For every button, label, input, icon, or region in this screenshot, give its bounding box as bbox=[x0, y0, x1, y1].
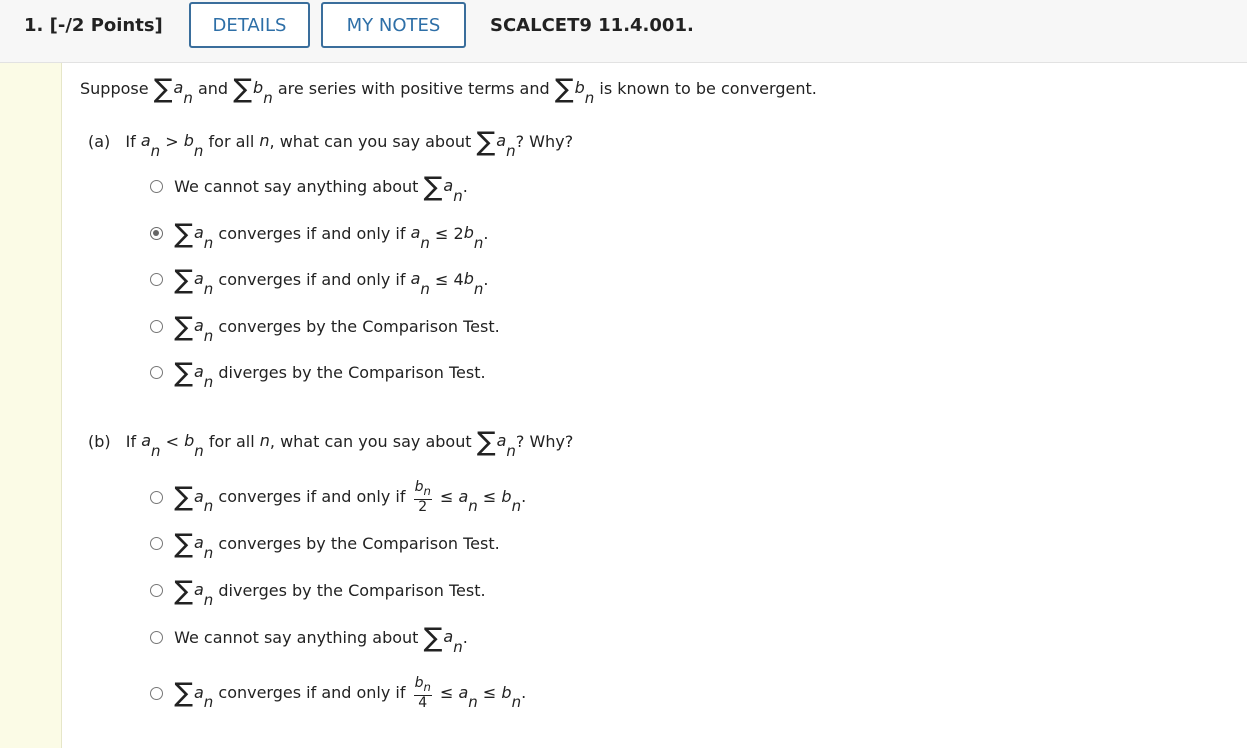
math-text: (a) bbox=[88, 131, 111, 151]
sigma-symbol: ∑ bbox=[423, 170, 443, 202]
math-text: 2 bbox=[418, 498, 428, 515]
part-a-question bbox=[88, 125, 574, 160]
math-text: converges if and only if bbox=[218, 269, 406, 289]
math-text: a bbox=[410, 269, 421, 288]
math-text: . bbox=[521, 683, 527, 703]
math-text: b bbox=[463, 223, 474, 242]
sigma-symbol: ∑ bbox=[153, 72, 173, 104]
radio-button[interactable] bbox=[150, 320, 163, 333]
math-text: and bbox=[197, 78, 229, 98]
part-a-option-3[interactable] bbox=[150, 263, 489, 298]
math-text: b bbox=[463, 269, 474, 288]
math-text: n bbox=[203, 693, 214, 712]
math-text: n bbox=[203, 590, 214, 609]
math-text: > bbox=[165, 131, 179, 151]
radio-button-selected[interactable] bbox=[150, 227, 163, 240]
my-notes-button[interactable]: MY NOTES bbox=[321, 2, 466, 48]
math-text: n bbox=[453, 186, 463, 205]
math-text: a bbox=[141, 431, 151, 450]
math-text: a bbox=[193, 580, 204, 599]
math-text: a bbox=[173, 78, 184, 97]
math-text: ≤ 4 bbox=[435, 269, 464, 289]
details-button[interactable]: DETAILS bbox=[189, 2, 310, 48]
sigma-symbol: ∑ bbox=[423, 621, 443, 653]
math-text: n bbox=[150, 141, 161, 160]
math-text: n bbox=[203, 326, 214, 345]
math-text: We cannot say anything about bbox=[174, 627, 419, 647]
math-text: b bbox=[183, 131, 194, 150]
math-text: converges by the Comparison Test. bbox=[218, 533, 500, 553]
math-text: n bbox=[194, 441, 204, 460]
math-text: . bbox=[462, 627, 468, 647]
radio-button[interactable] bbox=[150, 687, 163, 700]
radio-button[interactable] bbox=[150, 491, 163, 504]
math-text: n bbox=[473, 233, 484, 252]
math-text: If bbox=[125, 431, 137, 451]
math-text: We cannot say anything about bbox=[174, 176, 419, 196]
math-text: b bbox=[253, 78, 264, 97]
math-text: ≤ bbox=[439, 683, 454, 703]
math-text: n bbox=[506, 441, 516, 460]
part-a-option-1[interactable] bbox=[150, 170, 468, 205]
math-text: , what can you say about bbox=[269, 131, 472, 151]
radio-button[interactable] bbox=[150, 584, 163, 597]
fraction-b-over-4 bbox=[414, 676, 432, 711]
math-text: n bbox=[511, 693, 522, 712]
part-b-option-3[interactable] bbox=[150, 574, 486, 609]
part-a-option-4[interactable] bbox=[150, 310, 500, 345]
math-text: are series with positive terms and bbox=[277, 78, 550, 98]
math-text: a bbox=[496, 131, 507, 150]
math-text: converges by the Comparison Test. bbox=[218, 316, 500, 336]
math-text: n bbox=[193, 141, 204, 160]
math-text: a bbox=[193, 533, 204, 552]
math-text: b bbox=[501, 682, 512, 702]
math-text: a bbox=[193, 223, 204, 242]
sigma-symbol: ∑ bbox=[174, 574, 193, 606]
part-b-option-2[interactable] bbox=[150, 527, 500, 562]
sigma-symbol: ∑ bbox=[476, 125, 496, 157]
part-b-option-4[interactable] bbox=[150, 621, 468, 656]
math-text: . bbox=[521, 487, 527, 507]
math-text: n bbox=[453, 637, 463, 656]
math-text: ≤ bbox=[482, 683, 497, 703]
math-text: n bbox=[468, 497, 478, 516]
sigma-symbol: ∑ bbox=[174, 481, 193, 513]
radio-button[interactable] bbox=[150, 273, 163, 286]
fraction-b-over-2 bbox=[414, 480, 432, 515]
sigma-symbol: ∑ bbox=[233, 72, 253, 104]
math-text: is known to be convergent. bbox=[599, 78, 817, 98]
math-text: for all bbox=[208, 431, 255, 451]
math-text: a bbox=[410, 223, 421, 242]
math-text: a bbox=[193, 269, 204, 288]
math-text: converges if and only if bbox=[218, 683, 406, 703]
math-text: n bbox=[203, 279, 214, 298]
math-text: converges if and only if bbox=[218, 223, 406, 243]
math-text: b bbox=[414, 479, 424, 495]
math-text: 4 bbox=[418, 694, 428, 711]
math-text: a bbox=[193, 316, 204, 335]
math-text: b bbox=[574, 78, 585, 97]
math-text bbox=[414, 676, 432, 696]
math-text: (b) bbox=[88, 431, 111, 451]
math-text: a bbox=[193, 682, 204, 702]
sigma-symbol: ∑ bbox=[174, 310, 193, 342]
radio-button[interactable] bbox=[150, 631, 163, 644]
math-text: a bbox=[458, 682, 469, 702]
part-a-option-5[interactable] bbox=[150, 356, 486, 391]
math-text: n bbox=[203, 543, 214, 562]
math-text: . bbox=[462, 176, 468, 196]
math-text: n bbox=[203, 233, 214, 252]
math-text: n bbox=[183, 88, 193, 107]
part-b-option-5[interactable] bbox=[150, 675, 527, 712]
sigma-symbol: ∑ bbox=[174, 356, 193, 388]
math-text: n bbox=[423, 483, 431, 498]
math-text: n bbox=[468, 693, 478, 712]
math-text: n bbox=[506, 141, 516, 160]
math-text: n bbox=[423, 679, 431, 694]
math-text: a bbox=[193, 486, 204, 506]
math-text: ? Why? bbox=[515, 431, 574, 451]
math-text: ≤ 2 bbox=[435, 223, 464, 243]
math-text: n bbox=[259, 131, 270, 150]
math-text: b bbox=[501, 486, 512, 506]
sigma-symbol: ∑ bbox=[476, 425, 496, 457]
math-text: n bbox=[584, 88, 595, 107]
math-text: n bbox=[263, 88, 273, 107]
problem-code: SCALCET9 11.4.001. bbox=[490, 15, 694, 36]
math-text: diverges by the Comparison Test. bbox=[218, 362, 486, 382]
math-text: diverges by the Comparison Test. bbox=[218, 580, 486, 600]
math-text: b bbox=[184, 431, 195, 450]
math-text: ≤ bbox=[439, 487, 454, 507]
math-text: n bbox=[203, 497, 214, 516]
math-text: a bbox=[443, 176, 454, 195]
math-text: n bbox=[420, 279, 430, 298]
sigma-symbol: ∑ bbox=[174, 527, 193, 559]
math-text: ? Why? bbox=[515, 131, 574, 151]
math-text: a bbox=[458, 486, 469, 506]
math-text: n bbox=[259, 431, 270, 450]
math-text: If bbox=[125, 131, 136, 151]
math-text: a bbox=[140, 131, 151, 150]
question-header bbox=[0, 0, 1247, 63]
question-side-bar bbox=[0, 63, 62, 748]
math-text: n bbox=[473, 279, 484, 298]
sigma-symbol: ∑ bbox=[174, 217, 193, 249]
math-text: a bbox=[443, 627, 454, 646]
math-text: . bbox=[483, 223, 489, 243]
math-text: Suppose bbox=[80, 78, 149, 98]
math-text: n bbox=[420, 233, 430, 252]
math-text: n bbox=[151, 441, 161, 460]
math-text: , what can you say about bbox=[269, 431, 472, 451]
radio-button[interactable] bbox=[150, 366, 163, 379]
math-text: for all bbox=[208, 131, 255, 151]
radio-button[interactable] bbox=[150, 537, 163, 550]
sigma-symbol: ∑ bbox=[174, 263, 193, 295]
math-text: a bbox=[496, 431, 507, 450]
math-text: converges if and only if bbox=[218, 487, 406, 507]
question-number: 1. [-/2 Points] bbox=[24, 15, 163, 36]
math-text: b bbox=[414, 675, 424, 691]
math-text: ≤ bbox=[482, 487, 497, 507]
math-text: . bbox=[483, 269, 489, 289]
sigma-symbol: ∑ bbox=[174, 677, 193, 709]
intro-statement bbox=[80, 72, 817, 107]
part-a-option-2[interactable] bbox=[150, 217, 489, 252]
math-text: a bbox=[193, 362, 204, 381]
math-text: n bbox=[511, 497, 522, 516]
math-text: n bbox=[203, 372, 214, 391]
radio-button[interactable] bbox=[150, 180, 163, 193]
part-b-option-1[interactable] bbox=[150, 479, 527, 516]
math-text bbox=[414, 480, 432, 500]
math-text: < bbox=[165, 431, 180, 451]
part-b-question bbox=[88, 425, 574, 460]
sigma-symbol: ∑ bbox=[554, 72, 574, 104]
